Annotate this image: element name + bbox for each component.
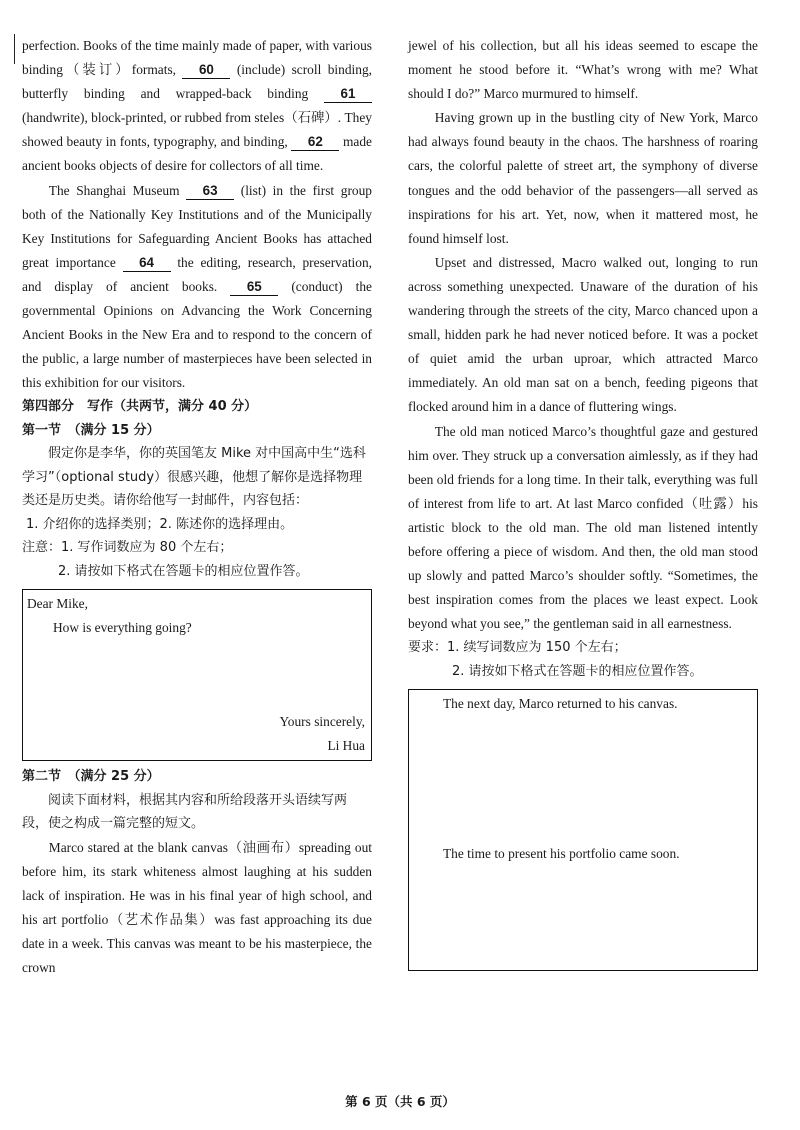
answer-template-box: [408, 689, 758, 971]
right-column: [408, 34, 758, 971]
requirement-line-1: 要求：1. 续写词数应为 150 个左右；: [408, 640, 627, 656]
note-line-2: 2. 请按如下格式在答题卡的相应位置作答。: [58, 563, 309, 579]
letter-signature: Li Hua: [327, 738, 365, 754]
paragraph-start-2: The time to present his portfolio came soon.: [443, 846, 680, 862]
left-column: [22, 34, 372, 980]
letter-greeting: Dear Mike,: [27, 596, 88, 612]
story-paragraph-4: The old man noticed Marco’s thoughtful gaze and gestured him over. They struck up a conversation aimlessly, as if they had been old friends for a long time. In their talk, everything was full of interest from life to art. At last Marco confided（吐露）his artistic block to the old man. The old man listened intently before offering a piece of wisdom. And then, the old man stood up slowly and patted Marco’s shoulder softly. “Sometimes, the best inspiration comes from the places we least expect. Look beyond what you see,” the gentleman said in all earnestness.: [408, 423, 758, 632]
blank-60[interactable]: 60: [182, 62, 230, 79]
blank-62[interactable]: 62: [291, 134, 339, 151]
blank-61[interactable]: 61: [324, 86, 372, 103]
section2-heading: 第二节 （满分 25 分）: [22, 769, 160, 785]
paragraph-start-1: The next day, Marco returned to his canvas.: [443, 696, 678, 712]
passage-paragraph-2: The Shanghai Museum 63 (list) in the first group both of the Nationally Key Institutions and of the Municipally Key Institutions for Safeguarding Ancient Books has attached great importance 64 the editing, research, preservation, and display of ancient books. 65 (conduct) the governmental Opinions on Advancing the Work Concerning Ancient Books in the New Era and to respond to the concern of the public, a large number of masterpieces have been selected in this exhibition for our visitors.: [22, 182, 373, 391]
prompt-items: 1. 介绍你的选择类别；2. 陈述你的选择理由。: [26, 516, 294, 532]
passage-paragraph-1: perfection. Books of the time mainly made of paper, with various binding（装订）formats, 60 (include) scroll binding, butterfly binding and wrapped-back binding 61 (handwrite), block-printed, or rubbed from steles（石碑）. They showed beauty in fonts, typography, and binding, 62 made ancient books objects of desire for collectors of all time.: [22, 38, 372, 174]
part4-heading: 第四部分 写作（共两节，满分 40 分）: [22, 399, 258, 415]
letter-closing: Yours sincerely,: [279, 714, 365, 730]
requirement-line-2: 2. 请按如下格式在答题卡的相应位置作答。: [452, 663, 703, 679]
story-paragraph-1-continued: jewel of his collection, but all his ideas seemed to escape the moment he stood before it. “What’s wrong with me? What should I do?” Marco murmured to himself.: [408, 38, 758, 102]
letter-opening: How is everything going?: [53, 620, 192, 636]
story-paragraph-2: Having grown up in the bustling city of New York, Marco had always found beauty in the chaos. The harshness of roaring cars, the colorful palette of street art, the symphony of diverse tongues and the odd behavior of the passengers—all served as inspirations for his art. Yet, now, when it mattered most, he found himself lost.: [408, 110, 758, 246]
blank-65[interactable]: 65: [230, 279, 278, 296]
letter-template-box: [22, 589, 372, 761]
writing-prompt-2: 阅读下面材料，根据其内容和所给段落开头语续写两段，使之构成一篇完整的短文。: [22, 792, 348, 832]
note-line-1: 注意：1. 写作词数应为 80 个左右；: [22, 540, 233, 556]
page-number: 第 6 页（共 6 页）: [345, 1094, 455, 1109]
story-paragraph-3: Upset and distressed, Macro walked out, longing to run across something unexpected. Unaware of the duration of his wandering through the streets of the city, Marco chanced upon a small, hidden park he had never noticed before. It was a pocket of quiet amid the urban uproar, which attracted Marco immediately. An old man sat on a bench, feeding pigeons that flocked around him in a dance of fluttering wings.: [408, 254, 758, 415]
blank-63[interactable]: 63: [186, 183, 234, 200]
story-paragraph-1: Marco stared at the blank canvas（油画布）spreading out before him, its stark whiteness almost laughing at his sudden lack of inspiration. He was in his final year of high school, and his art portfolio（艺术作品集）was fast approaching its due date in a week. This canvas was meant to be his masterpiece, the crown: [22, 839, 372, 976]
blank-64[interactable]: 64: [123, 255, 171, 272]
section1-heading: 第一节 （满分 15 分）: [22, 422, 160, 438]
margin-line: [14, 34, 15, 64]
writing-prompt-1: 假定你是李华，你的英国笔友 Mike 对中国高中生“选科学习”（optional study）很感兴趣，他想了解你是选择物理类还是历史类。请你给他写一封邮件，内容包括：: [22, 446, 366, 509]
